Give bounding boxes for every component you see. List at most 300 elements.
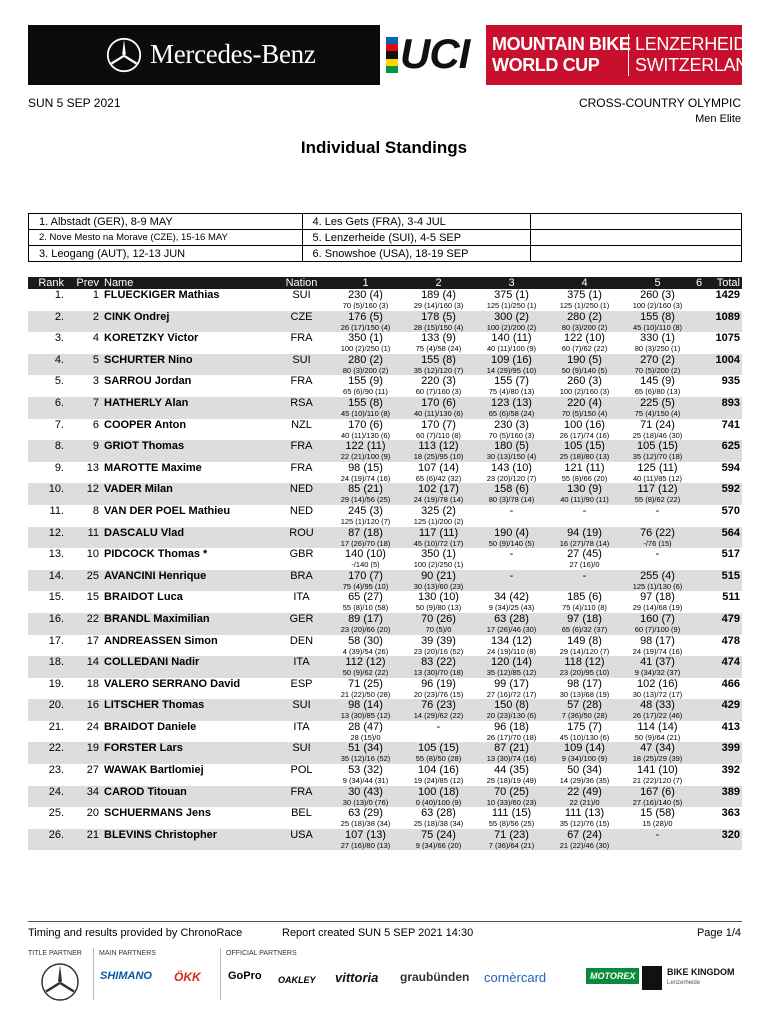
stage-2-cell: [402, 613, 475, 635]
stage-breakdown: -/76 (15): [643, 538, 672, 548]
stage-points: 225 (5): [640, 396, 675, 409]
vittoria-logo: vittoria: [335, 970, 379, 985]
stage-points: 15 (58): [640, 807, 675, 820]
rank-cell: 25.: [48, 807, 64, 820]
stage-2-cell: [402, 721, 475, 743]
stage-2-cell: [402, 699, 475, 721]
stage-points: 155 (7): [494, 375, 529, 388]
nation-cell: ROU: [289, 526, 314, 539]
stage-breakdown: 9 (34)/66 (20): [415, 840, 462, 850]
stage-points: 149 (8): [567, 634, 602, 647]
stage-points: 85 (21): [348, 483, 383, 496]
stage-1-cell: [329, 483, 402, 505]
prev-rank-cell: 3: [92, 375, 99, 388]
stage-5-cell: [621, 591, 694, 613]
stage-3-cell: [475, 807, 548, 829]
stage-breakdown: 50 (9)/80 (13): [415, 603, 462, 613]
stage-6-cell: [694, 462, 704, 484]
stage-points: 122 (10): [564, 332, 605, 345]
nation-cell: SUI: [292, 742, 311, 755]
stage-points: 63 (29): [348, 807, 383, 820]
stage-5-cell: [621, 570, 694, 592]
event-location: LENZERHEIDE SWITZERLAND: [628, 34, 761, 76]
stage-points: 114 (14): [637, 720, 678, 733]
stage-points: 67 (24): [567, 828, 602, 841]
stage-breakdown: 28 (15)/150 (4): [413, 322, 464, 332]
rank-cell: 23.: [48, 764, 64, 777]
rider-name-cell: FORSTER Lars: [104, 742, 183, 755]
stage-3-cell: [475, 591, 548, 613]
stage-points: 180 (5): [494, 440, 529, 453]
stage-points: 111 (15): [491, 807, 532, 820]
stage-3-cell: [475, 548, 548, 570]
mercedes-star-icon: [40, 962, 80, 1002]
stage-2-cell: [402, 786, 475, 808]
prev-rank-cell: 15: [86, 591, 99, 604]
stage-points: 57 (28): [567, 699, 602, 712]
stage-points: 176 (5): [348, 310, 383, 323]
standings-table: [28, 277, 742, 850]
stage-3-cell: [475, 419, 548, 441]
stage-points: 70 (26): [421, 612, 456, 625]
stage-breakdown: 14 (29)/95 (10): [486, 365, 537, 375]
total-cell: 570: [721, 504, 740, 517]
stage-points: 48 (33): [640, 699, 675, 712]
event-1: 1. Albstadt (GER), 8-9 MAY: [29, 214, 303, 230]
stage-5-cell: [621, 635, 694, 657]
stage-breakdown: 65 (6)/90 (11): [343, 387, 388, 397]
prev-rank-cell: 1: [92, 289, 99, 301]
rank-cell: 24.: [48, 785, 64, 798]
stage-breakdown: 27 (16)/80 (13): [340, 840, 391, 850]
stage-1-cell: [329, 397, 402, 419]
rider-name-cell: BLEVINS Christopher: [104, 828, 218, 841]
stage-points: 185 (6): [567, 591, 602, 604]
stage-breakdown: 29 (14)/120 (7): [559, 646, 610, 656]
stage-6-cell: [694, 440, 704, 462]
stage-points: 280 (2): [567, 310, 602, 323]
event-3: 3. Leogang (AUT), 12-13 JUN: [29, 246, 303, 262]
motorex-logo: MOTOREX: [586, 968, 639, 984]
stage-breakdown: 14 (29)/36 (35): [559, 776, 610, 786]
stage-3-cell: [475, 786, 548, 808]
stage-points: 375 (1): [567, 289, 602, 301]
stage-5-cell: [621, 742, 694, 764]
table-row: [28, 548, 742, 570]
stage-4-cell: [548, 527, 621, 549]
stage-points: 117 (11): [418, 526, 459, 539]
prev-rank-cell: 7: [92, 396, 99, 409]
nation-cell: GER: [289, 612, 314, 625]
stage-points: 90 (21): [421, 569, 456, 582]
stage-2-cell: [402, 656, 475, 678]
prev-rank-cell: 10: [86, 548, 99, 561]
rider-name-cell: BRANDL Maximilian: [104, 612, 210, 625]
oakley-logo: OAKLEY: [278, 975, 316, 985]
stage-breakdown: 50 (9)/64 (21): [634, 732, 681, 742]
stage-points: 280 (2): [348, 353, 383, 366]
stage-points: 120 (14): [491, 656, 532, 669]
stage-5-cell: [621, 699, 694, 721]
stage-breakdown: 35 (12)/70 (18): [632, 452, 683, 462]
stage-4-cell: [548, 699, 621, 721]
prev-rank-cell: 24: [86, 720, 99, 733]
stage-points: -: [509, 569, 514, 582]
stage-points: 245 (3): [348, 504, 383, 517]
event-5: 5. Lenzerheide (SUI), 4-5 SEP: [302, 230, 530, 246]
stage-breakdown: 75 (4)/150 (4): [634, 408, 681, 418]
prev-rank-cell: 12: [86, 483, 99, 496]
stage-points: 160 (7): [640, 612, 675, 625]
stage-points: 123 (13): [491, 396, 532, 409]
table-row: [28, 742, 742, 764]
stage-breakdown: 21 (22)/120 (7): [632, 776, 683, 786]
rider-name-cell: VALERO SERRANO David: [104, 677, 241, 690]
stage-points: -: [655, 548, 660, 561]
rank-cell: 11.: [49, 504, 64, 517]
stage-breakdown: 0 (40)/100 (9): [415, 797, 462, 807]
stage-2-cell: [402, 397, 475, 419]
rider-name-cell: GRIOT Thomas: [104, 440, 185, 453]
nation-cell: FRA: [290, 461, 313, 474]
prev-rank-cell: 21: [86, 828, 99, 841]
stage-breakdown: 23 (20)/16 (52): [413, 646, 464, 656]
title-partner-label: TITLE PARTNER: [28, 950, 82, 957]
uci-logo-text: UCI: [400, 30, 470, 77]
stage-breakdown: 125 (1)/130 (6): [632, 581, 683, 591]
prev-rank-cell: 11: [87, 526, 99, 539]
stage-5-cell: [621, 527, 694, 549]
stage-points: 97 (18): [567, 612, 602, 625]
standings-body: [28, 289, 742, 850]
stage-breakdown: 55 (8)/62 (22): [634, 495, 681, 505]
stage-breakdown: 35 (12)/120 (7): [413, 365, 464, 375]
stage-4-cell: [548, 764, 621, 786]
stage-4-cell: [548, 786, 621, 808]
table-row: [28, 332, 742, 354]
stage-2-cell: [402, 527, 475, 549]
stage-breakdown: 30 (13)/68 (19): [559, 689, 610, 699]
stage-points: 122 (11): [345, 440, 386, 453]
nation-cell: BEL: [291, 807, 312, 820]
stage-points: 109 (16): [491, 353, 532, 366]
stage-5-cell: [621, 483, 694, 505]
stage-1-cell: [329, 678, 402, 700]
stage-4-cell: [548, 483, 621, 505]
stage-1-cell: [329, 354, 402, 376]
nation-cell: NZL: [291, 418, 312, 431]
mercedes-star-icon: [106, 37, 142, 73]
stage-points: 89 (17): [348, 612, 383, 625]
event-title-box: [486, 25, 761, 85]
total-cell: 363: [721, 807, 740, 820]
stage-points: 117 (12): [637, 483, 678, 496]
total-cell: 511: [722, 591, 740, 604]
prev-rank-cell: 19: [86, 742, 99, 755]
stage-breakdown: 25 (18)/38 (34): [340, 819, 391, 829]
stage-points: 170 (7): [421, 418, 456, 431]
stage-points: 350 (1): [421, 548, 456, 561]
nation-cell: SUI: [292, 353, 311, 366]
stage-4-cell: [548, 635, 621, 657]
stage-breakdown: 4 (39)/54 (26): [342, 646, 389, 656]
stage-6-cell: [694, 570, 704, 592]
rider-name-cell: SCHURTER Nino: [104, 353, 193, 366]
table-row: [28, 635, 742, 657]
stage-points: 41 (37): [640, 656, 675, 669]
stage-points: 50 (34): [567, 764, 602, 777]
col-prev: Prev: [66, 277, 99, 289]
stage-5-cell: [621, 829, 694, 851]
stage-3-cell: [475, 289, 548, 311]
stage-points: 107 (13): [345, 828, 386, 841]
stage-5-cell: [621, 289, 694, 311]
stage-breakdown: 9 (34)/44 (31): [342, 776, 389, 786]
stage-points: 87 (21): [494, 742, 529, 755]
stage-3-cell: [475, 570, 548, 592]
stage-breakdown: -/140 (5): [351, 560, 380, 570]
stage-3-cell: [475, 742, 548, 764]
stage-breakdown: 30 (13)/150 (4): [486, 452, 537, 462]
stage-6-cell: [694, 807, 704, 829]
stage-points: 140 (10): [345, 548, 386, 561]
stage-6-cell: [694, 419, 704, 441]
rank-cell: 3.: [54, 332, 64, 345]
stage-breakdown: 80 (3)/250 (1): [634, 344, 681, 354]
nation-cell: ITA: [293, 720, 310, 733]
stage-6-cell: [694, 829, 704, 851]
stage-points: 30 (43): [348, 785, 383, 798]
event-6: 6. Snowshoe (USA), 18-19 SEP: [302, 246, 530, 262]
stage-breakdown: 20 (23)/76 (15): [413, 689, 464, 699]
bike-kingdom-sub: Lenzerheide: [667, 980, 701, 986]
stage-6-cell: [694, 591, 704, 613]
graubunden-logo: graubünden: [400, 970, 470, 984]
stage-points: 155 (9): [348, 375, 383, 388]
stage-5-cell: [621, 721, 694, 743]
stage-points: 260 (3): [567, 375, 602, 388]
stage-points: 47 (34): [640, 742, 675, 755]
prev-rank-cell: 34: [86, 785, 99, 798]
total-cell: 474: [721, 656, 740, 669]
nation-cell: DEN: [289, 634, 314, 647]
stage-breakdown: 7 (36)/50 (28): [561, 711, 608, 721]
stage-breakdown: 9 (34)/32 (37): [634, 668, 681, 678]
stage-breakdown: 60 (7)/62 (22): [561, 344, 608, 354]
stage-1-cell: [329, 289, 402, 311]
stage-breakdown: 26 (17)/22 (46): [632, 711, 683, 721]
event-blank-cell: [531, 230, 742, 246]
stage-breakdown: 21 (22)/46 (30): [559, 840, 610, 850]
rider-name-cell: PIDCOCK Thomas *: [104, 548, 208, 561]
stage-4-cell: [548, 742, 621, 764]
stage-points: 96 (18): [494, 720, 529, 733]
stage-breakdown: 19 (24)/85 (12): [413, 776, 464, 786]
stage-3-cell: [475, 635, 548, 657]
series-name: MOUNTAIN BIKE WORLD CUP: [492, 34, 631, 75]
stage-points: 70 (25): [494, 785, 529, 798]
stage-1-cell: [329, 742, 402, 764]
total-cell: 741: [721, 418, 740, 431]
stage-breakdown: 25 (18)/46 (30): [632, 430, 683, 440]
stage-5-cell: [621, 440, 694, 462]
stage-points: 98 (17): [640, 634, 675, 647]
prev-rank-cell: 22: [86, 612, 99, 625]
table-row: [28, 527, 742, 549]
table-row: [28, 656, 742, 678]
stage-points: 105 (15): [637, 440, 678, 453]
stage-points: 230 (3): [494, 418, 529, 431]
rank-cell: 4.: [54, 353, 64, 366]
table-row: [28, 311, 742, 333]
stage-points: 96 (19): [421, 677, 456, 690]
stage-points: 102 (16): [637, 677, 678, 690]
stage-points: 133 (9): [421, 332, 456, 345]
stage-4-cell: [548, 419, 621, 441]
stage-points: 94 (19): [567, 526, 602, 539]
stage-6-cell: [694, 354, 704, 376]
rider-name-cell: COLLEDANI Nadir: [104, 656, 200, 669]
rank-cell: 9.: [54, 461, 64, 474]
stage-2-cell: [402, 354, 475, 376]
stage-points: 111 (13): [564, 807, 605, 820]
stage-points: 170 (6): [421, 396, 456, 409]
stage-6-cell: [694, 505, 704, 527]
events-table: [28, 213, 742, 262]
stage-4-cell: [548, 289, 621, 311]
stage-3-cell: [475, 699, 548, 721]
nation-cell: NED: [289, 483, 314, 496]
rider-name-cell: WAWAK Bartlomiej: [104, 764, 204, 777]
stage-breakdown: 100 (2)/200 (2): [486, 322, 537, 332]
stage-1-cell: [329, 764, 402, 786]
stage-points: 109 (14): [564, 742, 605, 755]
stage-4-cell: [548, 462, 621, 484]
stage-breakdown: 40 (11)/90 (11): [560, 495, 609, 505]
event-2: 2. Nove Mesto na Morave (CZE), 15-16 MAY: [29, 230, 303, 246]
stage-3-cell: [475, 829, 548, 851]
stage-breakdown: 35 (12)/16 (52): [340, 754, 391, 764]
stage-breakdown: 45 (10)/130 (6): [559, 732, 610, 742]
uci-logo: [380, 25, 486, 85]
stage-breakdown: 25 (18)/38 (34): [413, 819, 464, 829]
nation-cell: ESP: [290, 677, 313, 690]
col-total: Total: [704, 277, 742, 289]
page-number: Page 1/4: [696, 927, 741, 939]
stage-2-cell: [402, 829, 475, 851]
stage-1-cell: [329, 613, 402, 635]
stage-breakdown: 35 (12)/85 (12): [486, 668, 537, 678]
stage-breakdown: 24 (19)/74 (16): [632, 646, 683, 656]
table-header-row: [28, 277, 742, 289]
stage-1-cell: [329, 570, 402, 592]
stage-points: 76 (22): [640, 526, 675, 539]
table-row: [28, 786, 742, 808]
rider-name-cell: DASCALU Vlad: [104, 526, 185, 539]
stage-6-cell: [694, 764, 704, 786]
stage-points: 155 (8): [348, 396, 383, 409]
stage-5-cell: [621, 786, 694, 808]
stage-points: 83 (22): [421, 656, 456, 669]
stage-4-cell: [548, 678, 621, 700]
stage-5-cell: [621, 419, 694, 441]
stage-2-cell: [402, 332, 475, 354]
table-row: [28, 354, 742, 376]
stage-1-cell: [329, 591, 402, 613]
stage-breakdown: 60 (7)/160 (3): [415, 387, 462, 397]
rank-cell: 8.: [54, 440, 64, 453]
stage-points: 98 (15): [348, 461, 383, 474]
stage-4-cell: [548, 721, 621, 743]
stage-1-cell: [329, 829, 402, 851]
table-row: [28, 721, 742, 743]
stage-points: 39 (39): [421, 634, 456, 647]
nation-cell: GBR: [289, 548, 314, 561]
table-row: [28, 375, 742, 397]
stage-points: 260 (3): [640, 289, 675, 301]
stage-3-cell: [475, 613, 548, 635]
stage-5-cell: [621, 764, 694, 786]
stage-points: 113 (12): [418, 440, 459, 453]
stage-2-cell: [402, 570, 475, 592]
stage-breakdown: 75 (4)/95 (10): [342, 581, 389, 591]
stage-points: 255 (4): [640, 569, 675, 582]
table-row: [28, 289, 742, 311]
table-row: [28, 613, 742, 635]
stage-5-cell: [621, 397, 694, 419]
stage-4-cell: [548, 440, 621, 462]
stage-breakdown: 26 (17)/74 (16): [559, 430, 610, 440]
table-row: [28, 440, 742, 462]
stage-4-cell: [548, 613, 621, 635]
prev-rank-cell: 2: [92, 310, 99, 323]
stage-4-cell: [548, 397, 621, 419]
total-cell: 320: [721, 828, 740, 841]
cornercard-logo: cornèrcard: [484, 970, 547, 985]
stage-points: 63 (28): [494, 612, 529, 625]
stage-4-cell: [548, 829, 621, 851]
stage-6-cell: [694, 332, 704, 354]
prev-rank-cell: 18: [86, 677, 99, 690]
stage-3-cell: [475, 764, 548, 786]
stage-breakdown: 70 (5)/0: [425, 624, 452, 634]
stage-5-cell: [621, 656, 694, 678]
stage-3-cell: [475, 527, 548, 549]
stage-5-cell: [621, 548, 694, 570]
total-cell: 392: [721, 764, 740, 777]
stage-6-cell: [694, 742, 704, 764]
total-cell: 1429: [715, 289, 740, 301]
stage-breakdown: 30 (13)/72 (17): [632, 689, 683, 699]
stage-breakdown: 40 (11)/85 (12): [632, 473, 683, 483]
prev-rank-cell: 5: [92, 353, 99, 366]
stage-3-cell: [475, 440, 548, 462]
col-stage-3: 3: [475, 277, 548, 289]
stage-1-cell: [329, 635, 402, 657]
event-blank-cell: [531, 246, 742, 262]
rider-name-cell: CINK Ondrej: [104, 310, 170, 323]
rider-name-cell: COOPER Anton: [104, 418, 187, 431]
gopro-logo: GoPro: [228, 970, 262, 982]
stage-3-cell: [475, 505, 548, 527]
rank-cell: 22.: [48, 742, 64, 755]
stage-points: 140 (11): [491, 332, 532, 345]
stage-points: -: [655, 504, 660, 517]
stage-breakdown: 24 (19)/78 (14): [413, 495, 464, 505]
rider-name-cell: BRAIDOT Luca: [104, 591, 183, 604]
stage-4-cell: [548, 548, 621, 570]
rider-name-cell: MAROTTE Maxime: [104, 461, 202, 474]
